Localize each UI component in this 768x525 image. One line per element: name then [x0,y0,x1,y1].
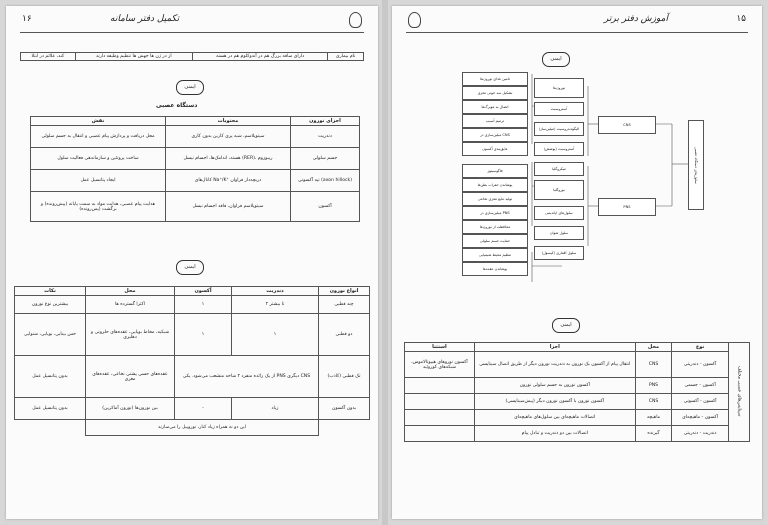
synapse-side-label [728,343,749,442]
table-cell: بین نورون‌ها (نورون آماکرین) [86,398,175,420]
table-cell: انتقال پیام از آکسون یک نورون به دندریت نورون دیگر از طریق اتصال سیناپسی [474,352,635,378]
table-row [31,126,360,148]
flow-node: عایق‌بندی آکسون [462,142,528,156]
flow-node: سلول اقماری (کپسول) [534,246,584,260]
neuron-parts-table [30,116,360,222]
table-header: آکسون [175,287,232,296]
section-badge: ایمنی [176,80,204,95]
table-row [405,378,750,394]
table-cell: بدون آکسون [319,398,370,420]
table-cell: محل دریافت و پردازش پیام عصبی و انتقال به جسم سلولی [31,126,166,148]
right-page-header [406,12,748,33]
flow-node: فاگوسیتوز [462,164,528,178]
table-header: نوع [672,343,729,352]
top-table-cell: از در ژن ها جهش ها تنظیم وظیفه دارند [75,53,192,61]
flow-root-node: سلول‌های دستگاه عصبی [688,120,704,210]
table-row [31,192,360,222]
flow-node: تامین غذای نورون‌ها [462,72,528,86]
table-cell: هدایت پیام عصبی، هدایت مواد به سمت پایانه (پیش‌رونده) و برگشت (پس‌رونده) [31,192,166,222]
table-header: محل [86,287,175,296]
table-cell: آکسون نوروهای هیپوتالاموس، شبکه‌های کوروئید [405,352,475,378]
page-number: ۱۶ [22,14,32,24]
table-row [31,170,360,192]
table-cell: هسته، اندامک‌ها، اجسام نیسل (RER)، ریبوزوم [166,148,291,170]
table-cell: سیتوپلاسم فراوان، فاقد اجسام نیسل [166,192,291,222]
table-cell: - [175,398,232,420]
logo-icon [349,12,362,28]
table-cell: حس بینایی، بویایی، شنوایی [15,314,86,356]
table-cell: تک قطبی (کاذب) [319,356,370,398]
flow-node-pns: PNS [598,198,656,216]
section-title: دستگاه عصبی [156,102,198,109]
flow-node: تنظیم محیط شیمیایی [462,248,528,262]
table-cell: ۱ [232,314,319,356]
table-row [405,352,750,378]
table-header: استثنا [405,343,475,352]
table-cell: دندریت - دندریتی [672,426,729,442]
page-number: ۱۵ [736,14,746,24]
flow-node: سلول‌های اپاندیمی [534,206,584,220]
table-row [15,420,370,436]
table-cell: ۱ [175,296,232,314]
table-cell: آکسون - ماهیچه‌ای [672,410,729,426]
flow-node: پوشاندن عقده‌ها [462,262,528,276]
flow-node: الیگودندروسیت (میلین‌ساز) [534,122,584,136]
flow-node-cns: CNS [598,116,656,134]
logo-icon [408,12,421,28]
table-cell: اکثرا گسترده ها [86,296,175,314]
table-row [15,314,370,356]
table-cell: CNS [635,394,672,410]
table-cell [405,378,475,394]
table-cell: بدون پتانسیل عمل [15,356,86,398]
left-page [6,6,378,519]
top-table-cell: کند، علائم در ابتلا [21,53,76,61]
table-cell: آکسون - جسمی [672,378,729,394]
table-cell: ۱ [175,314,232,356]
table-row [15,398,370,420]
table-cell [405,410,475,426]
flow-node: آستروسیت (پوشش) [534,142,584,156]
table-cell: ۲ تا بیشتر [232,296,319,314]
synapse-side-text: سیناپس‌های عصبی مختلف [736,365,742,417]
right-page [392,6,762,519]
table-cell: کانال‌های Na⁺/K⁺ دریچه‌دار فراوان [166,170,291,192]
table-cell: گیرنده [635,426,672,442]
table-row [15,296,370,314]
table-row [15,356,370,398]
flow-node: تولید مایع مغزی نخاعی [462,192,528,206]
table-header: دندریت [232,287,319,296]
table-cell: آکسون نورون به جسم سلولی نورون [474,378,635,394]
table-cell: آکسون نورون با آکسون نورون دیگر (پیش‌سیناپسی) [474,394,635,410]
header-title: تکمیل دفتر سامانه [110,14,180,24]
table-cell: شبکیه، مخاط بویایی، عقده‌های حلزونی و دهلیزی [86,314,175,356]
table-cell: اتصالات ماهیچه‌ای بین سلول‌های ماهیچه‌ای [474,410,635,426]
table-cell: زیاد [232,398,319,420]
table-cell: دندریت [291,126,360,148]
flow-node: اتصال به مویرگ‌ها [462,100,528,114]
table-cell: بدون پتانسیل عمل [15,398,86,420]
flow-node: محافظت از نورون‌ها [462,220,528,234]
flow-node: حمایت جسم سلولی [462,234,528,248]
table-cell: اتصالات بین دو دندریت و تبادل پیام [474,426,635,442]
top-table-cell: نام بیماری [328,53,364,61]
table-cell: چند قطبی [319,296,370,314]
flow-node: ترمیم آسیب [462,114,528,128]
table-cell: از یک زائده منفرد ۲ شاخه منشعب می‌شود. یکی PNS دیگری CNS [175,356,319,398]
flow-node: میلین‌سازی در PNS [462,206,528,220]
table-header: نقش [31,117,166,126]
table-cell: آکسون [291,192,360,222]
table-cell: ماهیچه [635,410,672,426]
table-cell: ایجاد پتانسیل عمل [31,170,166,192]
table-cell [405,426,475,442]
table-row [405,410,750,426]
table-header: نکات [15,287,86,296]
table-cell: آکسون - آکسونی [672,394,729,410]
flow-node: میکروگلیا [534,162,584,176]
table-cell: آکسون - دندریتی [672,352,729,378]
table-header: اجزای نورون [291,117,360,126]
table-row [405,394,750,410]
book-gutter [382,0,388,525]
table-row [31,148,360,170]
flow-node: تشکیل سد خونی مغزی [462,86,528,100]
flow-node: پوشاندن حفرات بطن‌ها [462,178,528,192]
table-cell: تپه آکسونی (axon hillock) [291,170,360,192]
flow-node: سلول شوان [534,226,584,240]
table-header: اجزا [474,343,635,352]
header-title: آموزش دفتر برتر [604,14,668,24]
section-badge: ایمنی [542,52,570,67]
table-header: محتویات [166,117,291,126]
table-cell: سیتوپلاسم، شبه پری کارین بدون کاری [166,126,291,148]
table-cell: عقده‌های حسی پشتی نخاعی، عقده‌های مغزی [86,356,175,398]
neuron-types-table [14,286,370,436]
flow-node: نوروگلیا [534,180,584,200]
table-cell: جسم سلولی [291,148,360,170]
table-note: این دو نه همراه زیاد کنار، نوروپیل را می‌سازند [86,420,319,436]
table-cell: دو قطبی [319,314,370,356]
table-cell: CNS [635,352,672,378]
left-page-header [20,12,364,33]
flow-node: آستروسیت [534,102,584,116]
table-cell: ساخت پروتئین و سازماندهی فعالیت سلول [31,148,166,170]
section-badge: ایمنی [552,318,580,333]
flow-node: میلین‌سازی در CNS [462,128,528,142]
top-table [20,52,364,61]
table-cell [405,394,475,410]
table-row [405,426,750,442]
table-cell: PNS [635,378,672,394]
table-header: محل [635,343,672,352]
section-badge: ایمنی [176,260,204,275]
table-header: انواع نورون [319,287,370,296]
flow-node: نورون‌ها [534,78,584,98]
synapse-table [404,342,750,442]
top-table-cell: دارای ساقه بزرگ هم در آندوکلوم هم در هسته [192,53,327,61]
table-cell: بیشترین نوع نورون [15,296,86,314]
